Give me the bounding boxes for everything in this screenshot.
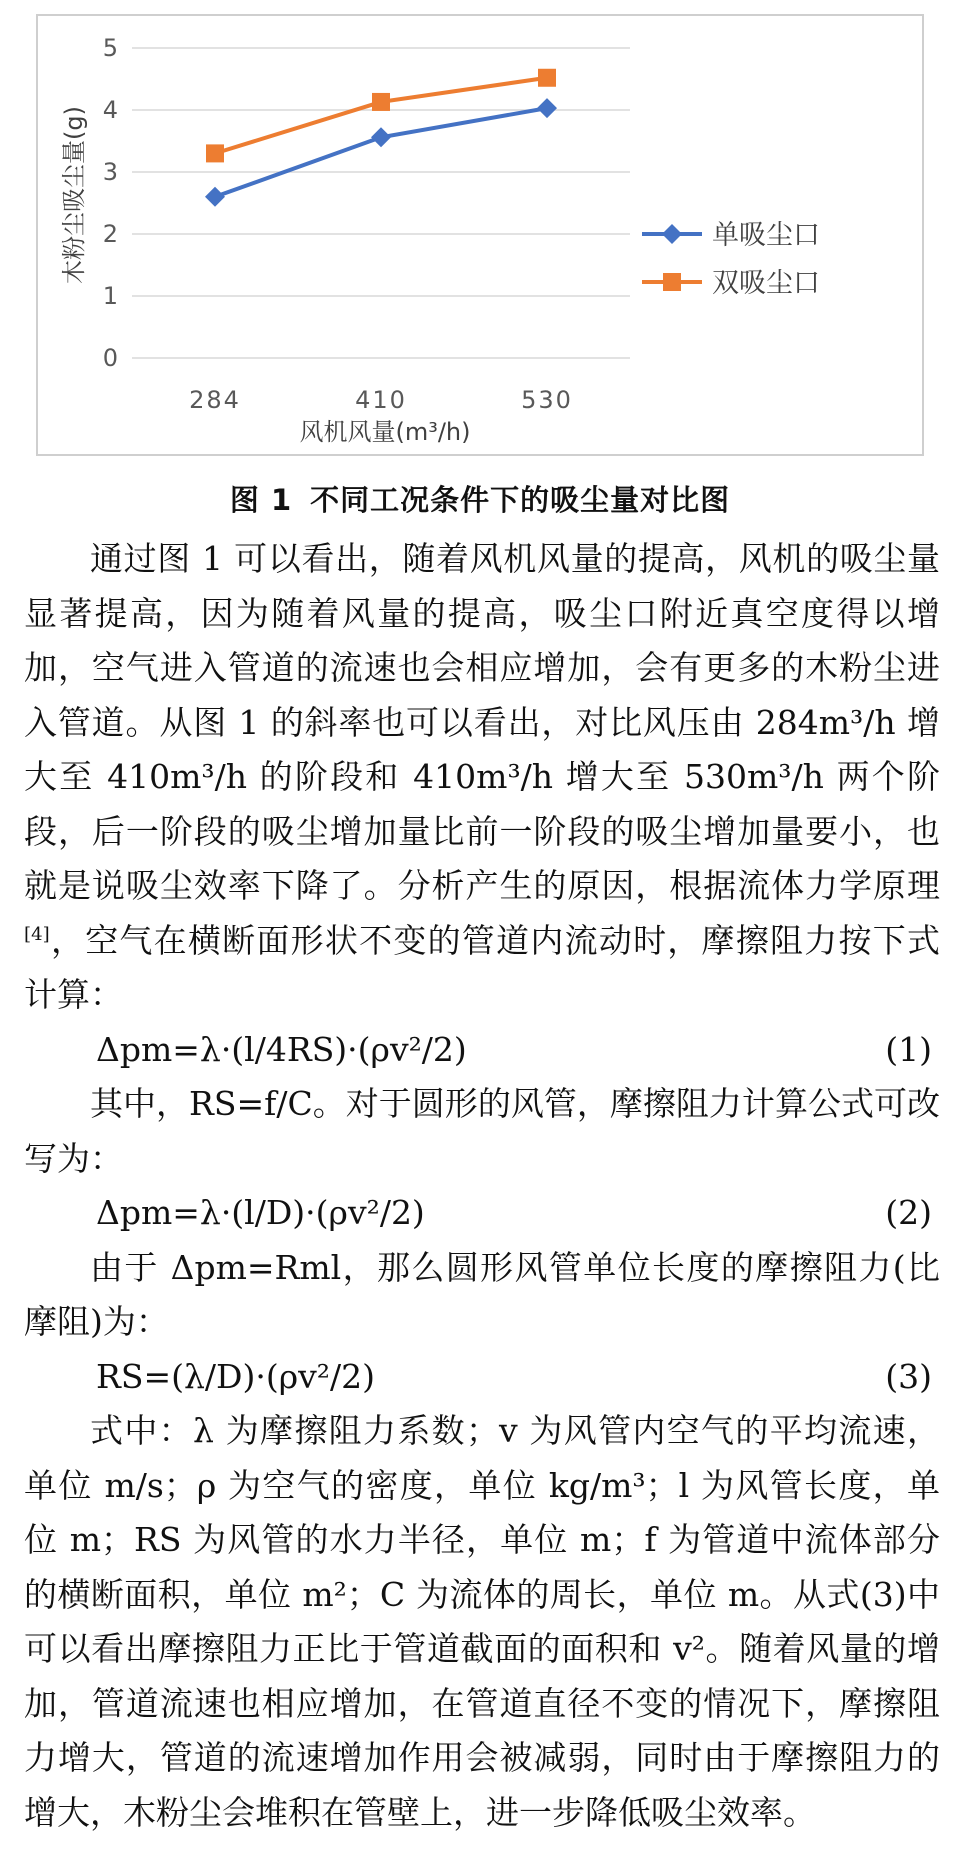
data-point — [371, 127, 391, 147]
legend-label: 双吸尘口 — [712, 268, 820, 299]
paragraph-2: 其中，RS=f/C。对于圆形的风管，摩擦阻力计算公式可改写为： — [24, 1084, 940, 1178]
line-chart — [38, 16, 926, 458]
figure-1 — [36, 14, 924, 456]
citation-ref: [4] — [24, 923, 50, 945]
equation-3 — [24, 1350, 940, 1405]
data-point — [205, 187, 225, 207]
body-text — [24, 532, 940, 1840]
figure-title: 不同工况条件下的吸尘量对比图 — [310, 483, 731, 517]
series-line — [215, 108, 547, 197]
legend-marker — [662, 224, 682, 244]
figure-caption — [0, 478, 960, 519]
paragraph-4: 式中：λ 为摩擦阻力系数；v 为风管内空气的平均流速，单位 m/s；ρ 为空气的密度，单位 kg/m³；l 为风管长度，单位 m；RS 为风管的水力半径，单位 m；f 为管道中流体部分的横断面积，单位 m²；C 为流体的周长，单位 m。从式(3)中可以看出摩擦阻力正比于管道截面的面积和 v²。随着风量的增加，管道流速也相应增加，在管道直径不变的情况下，摩擦阻力增大，管道的流速增加作用会被减弱，同时由于摩擦阻力的增大，木粉尘会堆积在管壁上，进一步降低吸尘效率。 — [24, 1411, 940, 1832]
legend-marker — [663, 273, 681, 291]
y-axis-title: 木粉尘吸尘量(g) — [60, 106, 88, 284]
y-tick-label: 3 — [102, 158, 118, 186]
equation-2 — [24, 1186, 940, 1241]
y-tick-label: 5 — [102, 34, 118, 62]
data-point — [206, 144, 224, 162]
y-tick-label: 2 — [102, 220, 118, 248]
data-point — [537, 98, 557, 118]
data-point — [538, 69, 556, 87]
legend-label: 单吸尘口 — [712, 220, 820, 251]
y-tick-label: 0 — [102, 344, 118, 372]
equation-1 — [24, 1023, 940, 1078]
x-tick-label: 410 — [355, 386, 407, 414]
x-tick-label: 284 — [189, 386, 241, 414]
equation-1-formula: Δpm=λ·(l/4RS)·(ρv²/2) — [96, 1029, 467, 1069]
y-tick-label: 1 — [102, 282, 118, 310]
equation-1-number: (1) — [885, 1029, 932, 1069]
paragraph-1-end: ，空气在横断面形状不变的管道内流动时，摩擦阻力按下式计算： — [24, 920, 940, 1014]
y-tick-label: 4 — [102, 96, 118, 124]
equation-3-formula: RS=(λ/D)·(ρv²/2) — [96, 1356, 375, 1396]
figure-number: 图 1 — [229, 483, 293, 517]
x-axis-title: 风机风量(m³/h) — [299, 418, 471, 446]
paragraph-1 — [24, 532, 940, 1023]
x-tick-label: 530 — [521, 386, 573, 414]
paragraph-3: 由于 Δpm=Rml，那么圆形风管单位长度的摩擦阻力(比摩阻)为： — [24, 1247, 940, 1341]
equation-3-number: (3) — [885, 1356, 932, 1396]
equation-2-formula: Δpm=λ·(l/D)·(ρv²/2) — [96, 1193, 425, 1232]
data-point — [372, 93, 390, 111]
equation-2-number: (2) — [885, 1193, 932, 1232]
paragraph-1-text: 通过图 1 可以看出，随着风机风量的提高，风机的吸尘量显著提高，因为随着风量的提高，吸尘口附近真空度得以增加，空气进入管道的流速也会相应增加，会有更多的木粉尘进入管道。从图 1 的斜率也可以看出，对比风压由 284m³/h 增大至 410m³/h 的阶段和 410m³/h 增大至 530m³/h 两个阶段，后一阶段的吸尘增加量比前一阶段的吸尘增加量要小，也就是说吸尘效率下降了。分析产生的原因，根据流体力学原理 — [24, 539, 940, 905]
